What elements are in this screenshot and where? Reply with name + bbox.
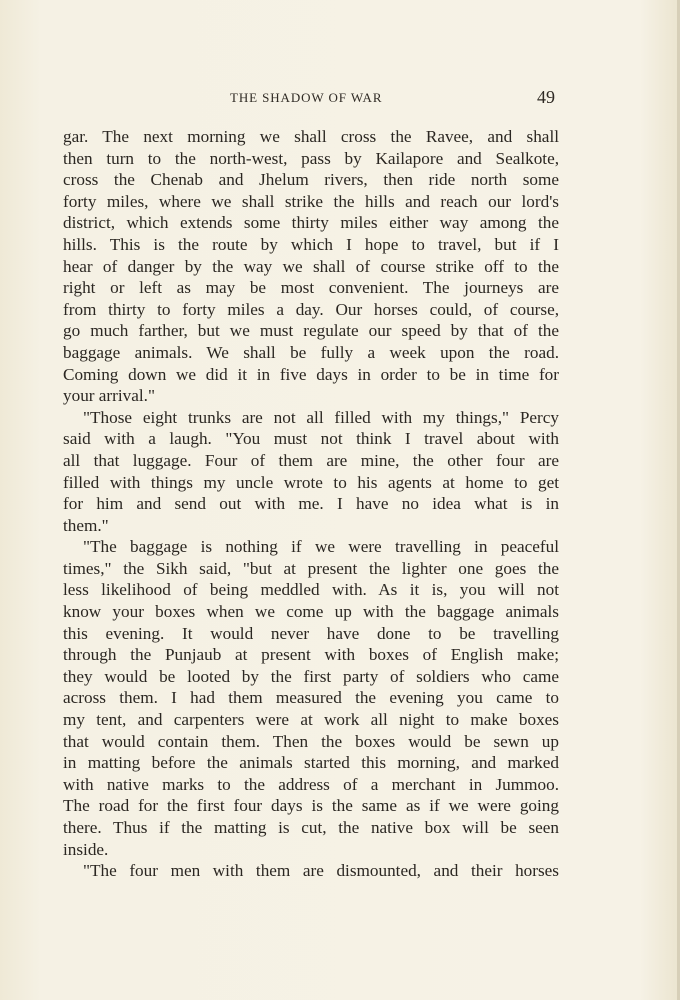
text-line: go much farther, but we must regulate our speed by that of the (63, 321, 559, 341)
text-line: for him and send out with me. I have no idea what is in (63, 494, 559, 514)
text-line: all that luggage. Four of them are mine, the other four are (63, 450, 559, 470)
body-text (63, 126, 559, 882)
text-line: there. Thus if the matting is cut, the native box will be seen (63, 818, 559, 837)
text-line: times," the Sikh said, "but at present the lighter one goes the (63, 558, 559, 578)
text-line: your arrival." (63, 386, 155, 406)
text-line: "The four men with them are dismounted, and their horses (83, 861, 559, 881)
text-line: Coming down we did it in five days in order to be in time for (63, 364, 559, 384)
text-line: "The baggage is nothing if we were travelling in peaceful (83, 537, 559, 557)
text-line: them." (63, 515, 109, 535)
text-line: forty miles, where we shall strike the hills and reach our lord's (63, 191, 559, 211)
text-line: then turn to the north-west, pass by Kailapore and Sealkote, (63, 148, 559, 168)
running-head: THE SHADOW OF WAR (230, 90, 383, 105)
text-line: hear of danger by the way we shall of course strike off to the (63, 256, 559, 276)
text-line: inside. (63, 839, 109, 859)
text-line: filled with things my uncle wrote to his agents at home to get (63, 472, 559, 492)
text-line: right or left as may be most convenient. The journeys are (63, 278, 559, 298)
text-line: with native marks to the address of a merchant in Jummoo. (63, 774, 559, 794)
text-line: The road for the first four days is the same as if we were going (63, 796, 559, 816)
text-line: gar. The next morning we shall cross the Ravee, and shall (63, 127, 559, 146)
text-line: know your boxes when we come up with the baggage animals (63, 602, 559, 622)
text-line: district, which extends some thirty miles either way among the (63, 213, 559, 233)
text-line: across them. I had them measured the evening you came to (63, 688, 559, 708)
text-line: cross the Chenab and Jhelum rivers, then ride north some (63, 170, 559, 190)
text-line: "Those eight trunks are not all filled with my things," Percy (83, 407, 559, 427)
text-line: baggage animals. We shall be fully a week upon the road. (63, 342, 559, 362)
text-line: my tent, and carpenters were at work all night to make boxes (63, 710, 559, 730)
text-line: through the Punjaub at present with boxes of English make; (63, 645, 559, 665)
text-line: that would contain them. Then the boxes would be sewn up (63, 731, 559, 751)
text-line: less likelihood of being meddled with. As it is, you will not (63, 580, 559, 600)
text-line: in matting before the animals started this morning, and marked (63, 753, 559, 773)
text-line: this evening. It would never have done to be travelling (63, 623, 559, 643)
text-line: hills. This is the route by which I hope to travel, but if I (63, 234, 559, 254)
text-line: from thirty to forty miles a day. Our horses could, of course, (63, 299, 559, 319)
page-number: 49 (537, 87, 555, 107)
text-line: they would be looted by the first party of soldiers who came (63, 666, 559, 686)
text-line: said with a laugh. "You must not think I travel about with (63, 429, 559, 449)
